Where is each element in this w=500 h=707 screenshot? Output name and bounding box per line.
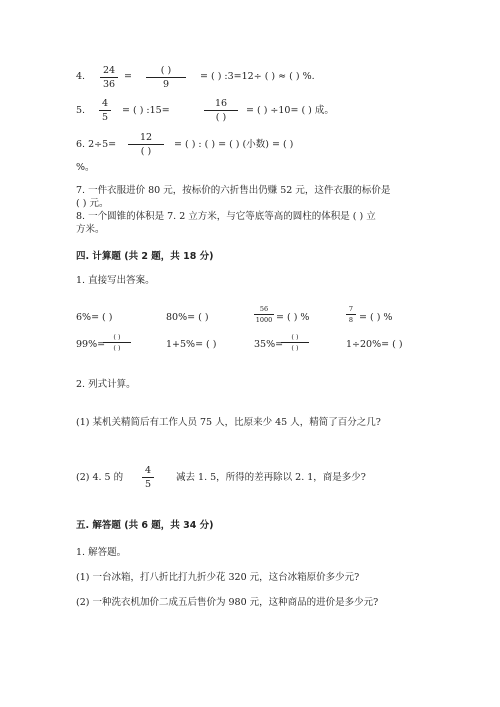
sec4-problem-2-a: (2) 4. 5 的 — [76, 472, 124, 483]
q4-rest: = ( ) :3=12÷ ( ) ≈ ( ) %. — [200, 71, 315, 82]
q5-fraction-1: 4 5 — [99, 99, 111, 122]
q8-line1: 8. 一个圆锥的体积是 7. 2 立方米，与它等底等高的圆柱的体积是 ( ) 立 — [76, 211, 376, 222]
calc-r1-b: 80%= ( ) — [166, 312, 209, 323]
calc-r2-b: 1+5%= ( ) — [166, 339, 217, 350]
q7-line1: 7. 一件衣服进价 80 元，按标价的六折售出仍赚 52 元，这件衣服的标价是 — [76, 185, 391, 196]
sec4-problem-1: (1) 某机关精简后有工作人员 75 人，比原来少 45 人，精简了百分之几? — [76, 417, 381, 428]
calc-r1-d: = ( ) % — [359, 312, 393, 323]
q6-percent: %。 — [76, 162, 95, 173]
sec5-q1: 1. 解答题。 — [76, 547, 127, 558]
calc-r2-c: 35%= — [254, 339, 284, 350]
q4-label: 4. — [76, 71, 86, 82]
sec4-problem-2-fraction: 4 5 — [142, 466, 154, 489]
calc-r2-a: 99%= — [76, 339, 106, 350]
calc-r2-d: 1÷20%= ( ) — [346, 339, 403, 350]
calc-r1-d-fraction: 7 8 — [346, 306, 356, 323]
q5-fraction-2: 16 ( ) — [204, 99, 238, 122]
sec4-q1: 1. 直接写出答案。 — [76, 275, 155, 286]
q6-label: 6. 2÷5= — [76, 139, 117, 150]
calc-r2-a-fraction: ( ) ( ) — [103, 334, 131, 351]
sec4-q2: 2. 列式计算。 — [76, 379, 136, 390]
sec5-problem-2: (2) 一种洗衣机加价二成五后售价为 980 元，这种商品的进价是多少元? — [76, 597, 379, 608]
q5-mid: = ( ) :15= — [122, 105, 170, 116]
sec4-problem-2-b: 减去 1. 5，所得的差再除以 2. 1，商是多少? — [176, 472, 366, 483]
q8-line2: 方米。 — [76, 224, 105, 235]
q5-rest: = ( ) ÷10= ( ) 成。 — [246, 105, 334, 116]
q4-fraction-2: ( ) 9 — [146, 66, 186, 89]
sec5-problem-1: (1) 一台冰箱，打八折比打九折少花 320 元，这台冰箱原价多少元? — [76, 572, 360, 583]
q5-label: 5. — [76, 105, 86, 116]
calc-r1-c-fraction: 56 1000 — [255, 305, 273, 324]
calc-r1-c: = ( ) % — [276, 312, 310, 323]
calc-r2-c-fraction: ( ) ( ) — [281, 334, 309, 351]
q4-equals: = — [124, 71, 132, 82]
calc-r1-a: 6%= ( ) — [76, 312, 113, 323]
section-4-title: 四. 计算题 (共 2 题，共 18 分) — [76, 251, 214, 262]
section-5-title: 五. 解答题 (共 6 题，共 34 分) — [76, 520, 214, 531]
q7-line2: ( ) 元。 — [76, 198, 109, 209]
q6-fraction: 12 ( ) — [128, 133, 164, 156]
q4-fraction-1: 24 36 — [100, 66, 118, 89]
q6-rest: = ( ) : ( ) = ( ) (小数) = ( ) — [174, 139, 294, 150]
